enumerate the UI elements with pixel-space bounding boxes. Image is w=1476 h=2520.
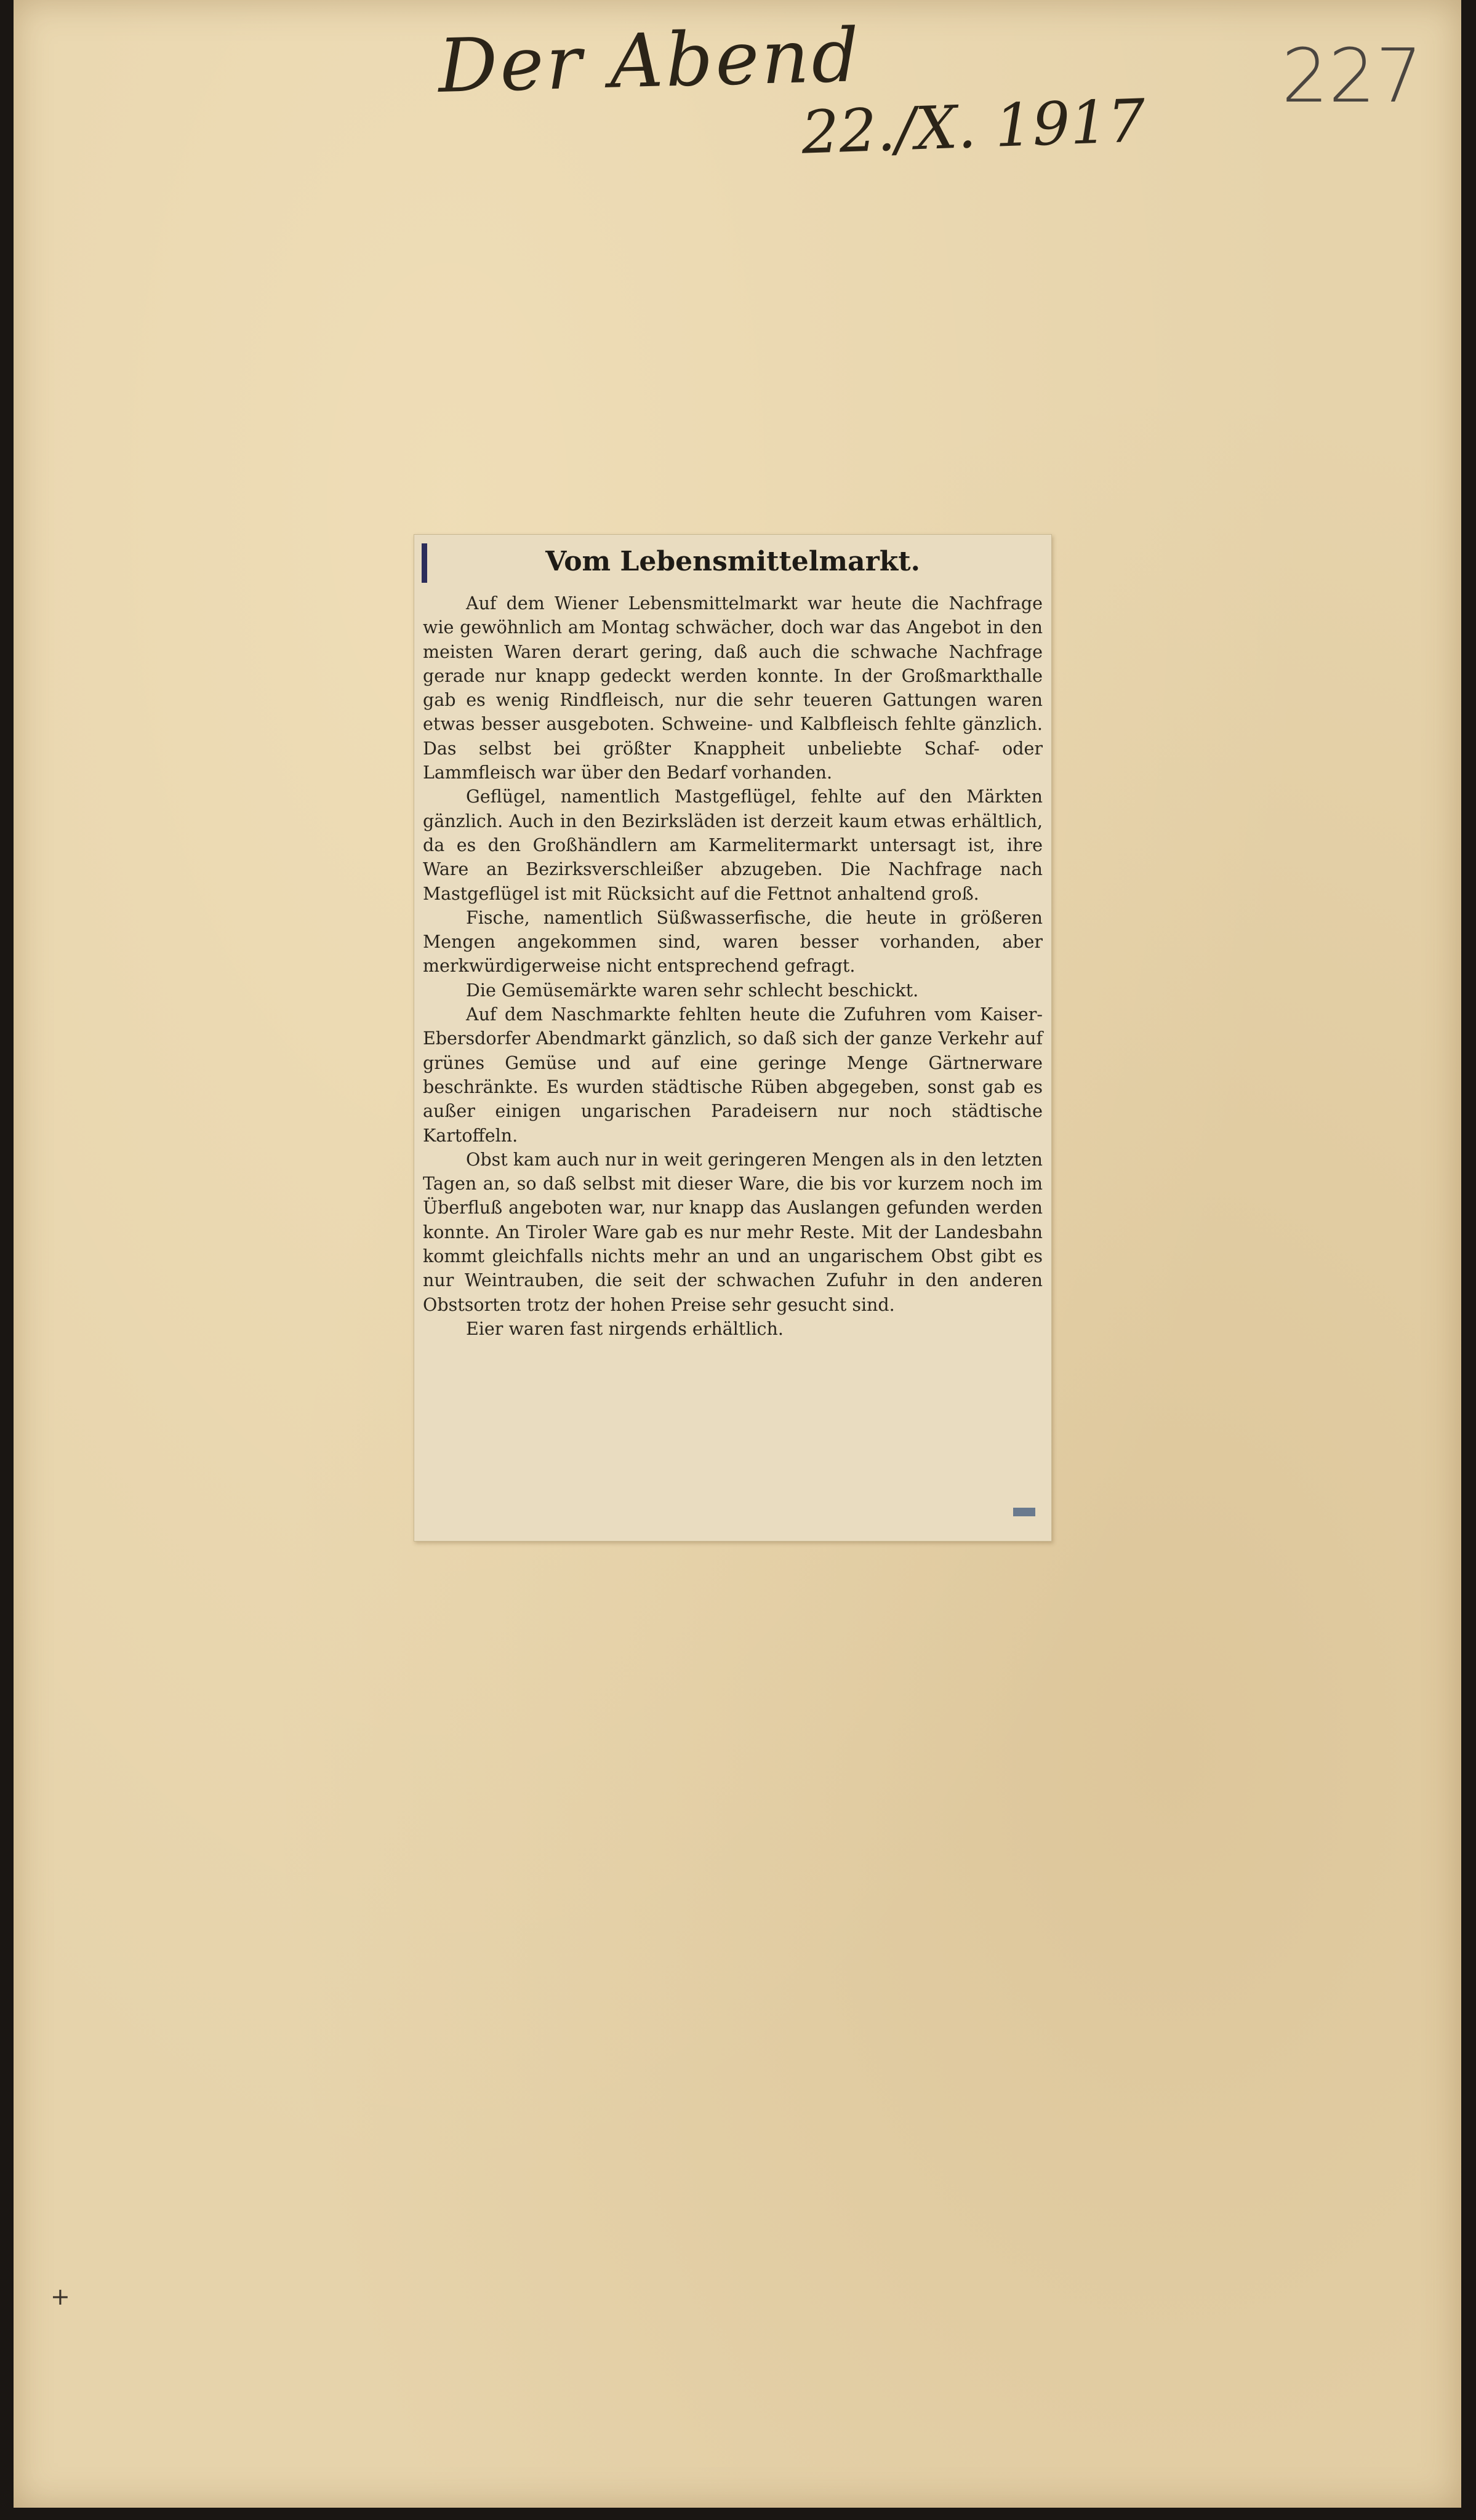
handwritten-date: 22./X. 1917 [800,86,1147,167]
margin-mark: + [50,2283,70,2310]
clipping-body [423,591,1043,1341]
handwritten-newspaper-title: Der Abend [437,13,863,110]
ink-smudge [1013,1508,1035,1516]
clipping-paragraph: Obst kam auch nur in weit geringeren Mengen als in den letzten Tagen an, so daß selbst mit dieser Ware, die bis vor kurzem noch im Überfluß angeboten war, nur knapp das Auslangen gefunden werden konnte. An Tiroler Ware gab es nur mehr Reste. Mit der Landesbahn kommt gleichfalls nichts mehr an und an ungarischem Obst gibt es nur Weintrauben, die seit der schwachen Zufuhr in den anderen Obstsorten trotz der hohen Preise sehr gesucht sind. [423,1149,1043,1315]
clipping-paragraph: Auf dem Naschmarkte fehlten heute die Zufuhren vom Kaiser-Ebersdorfer Abendmarkt gänzlich, so daß sich der ganze Verkehr auf grünes Gemüse und auf eine geringe Menge Gärtnerware beschränkte. Es wurden städtische Rüben abgegeben, sonst gab es außer einigen ungarischen Paradeisern nur noch städtische Kartoffeln. [423,1004,1043,1146]
page-number: 227 [1281,34,1423,119]
newspaper-clipping [414,534,1052,1542]
clipping-paragraph: Fische, namentlich Süßwasserfische, die heute in größeren Mengen angekommen sind, waren besser vorhanden, aber merkwürdigerweise nicht entsprechend gefragt. [423,907,1043,977]
clipping-paragraph: Die Gemüsemärkte waren sehr schlecht beschickt. [466,980,919,1001]
clipping-paragraph: Auf dem Wiener Lebensmittelmarkt war heute die Nachfrage wie gewöhnlich am Montag schwächer, doch war das Angebot in den meisten Waren derart gering, daß auch die schwache Nachfrage gerade nur knapp gedeckt werden konnte. In der Großmarkthalle gab es wenig Rindfleisch, nur die sehr teueren Gattungen waren etwas besser ausgeboten. Schweine- und Kalbfleisch fehlte gänzlich. Das selbst bei größter Knappheit unbeliebte Schaf- oder Lammfleisch war über den Bedarf vorhanden. [423,593,1043,783]
clipping-title: Vom Lebensmittelmarkt. [545,546,920,577]
clipping-paragraph: Eier waren fast nirgends erhältlich. [466,1318,784,1339]
archive-sheet [14,0,1461,2508]
clipping-paragraph: Geflügel, namentlich Mastgeflügel, fehlte auf den Märkten gänzlich. Auch in den Bezirksläden ist derzeit kaum etwas erhältlich, da es den Großhändlern am Karmelitermarkt untersagt ist, ihre Ware an Bezirksverschleißer abzugeben. Die Nachfrage nach Mastgeflügel ist mit Rücksicht auf die Fettnot anhaltend groß. [423,786,1043,904]
